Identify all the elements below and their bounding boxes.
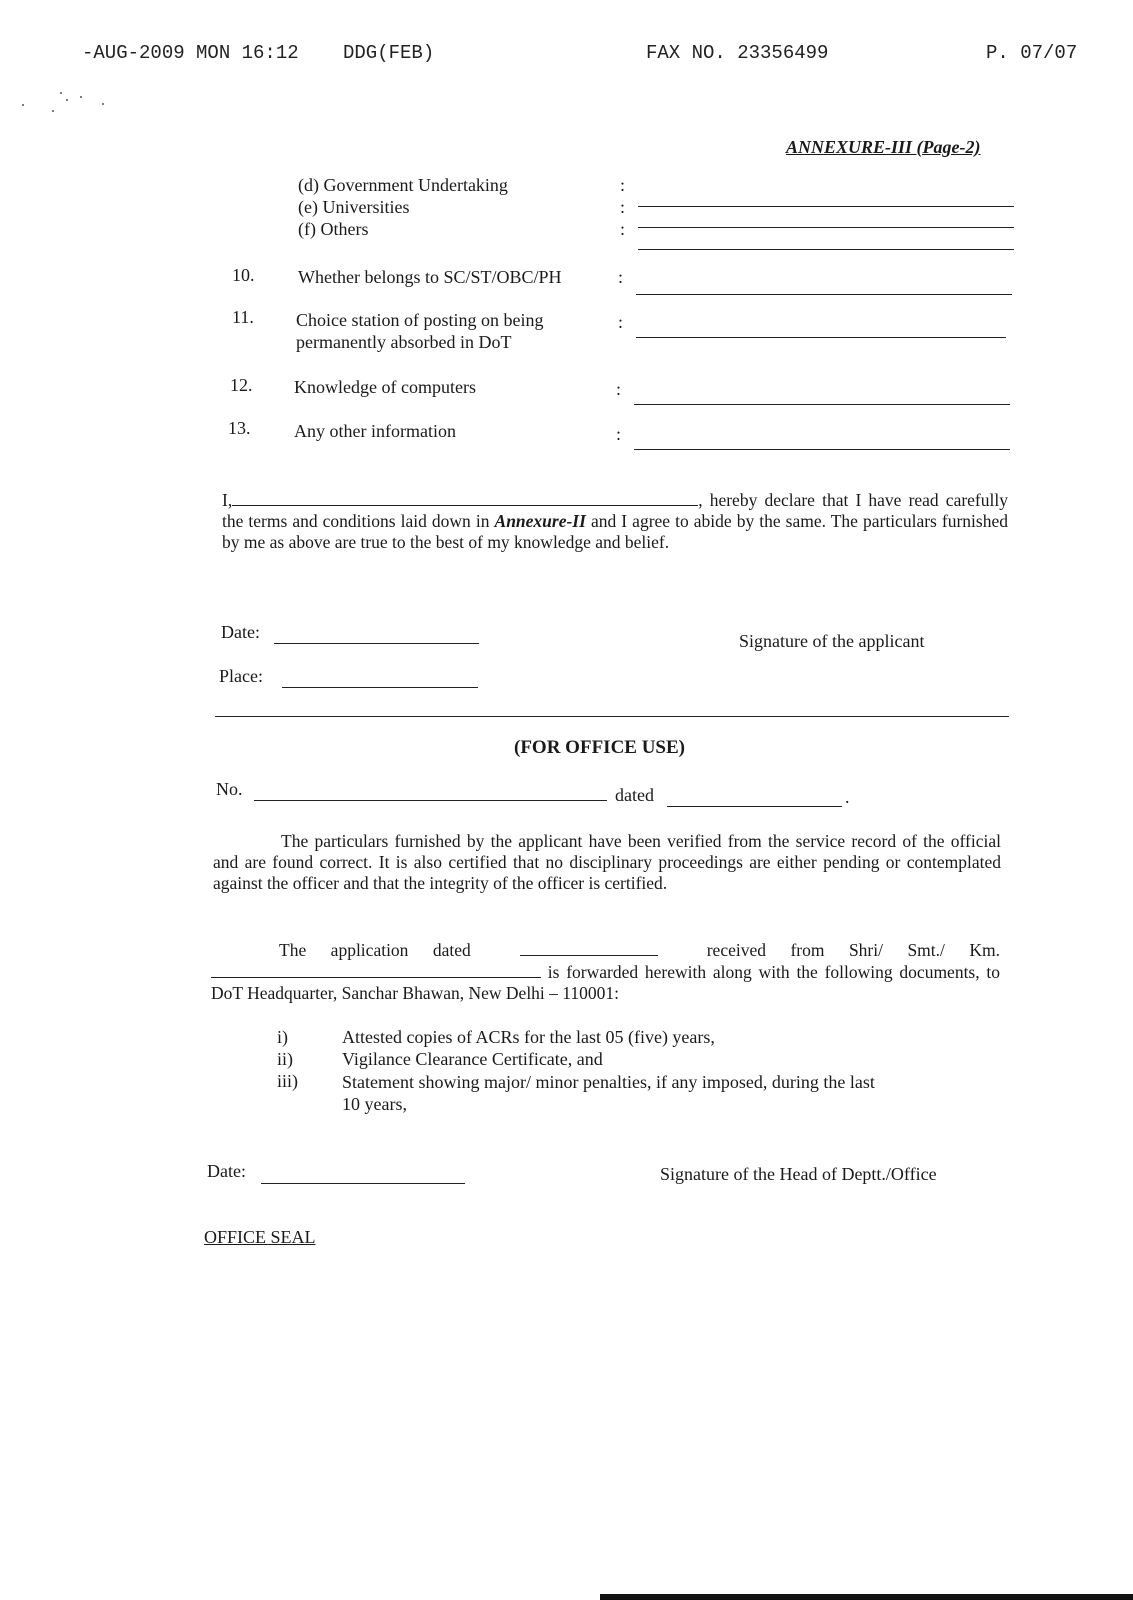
office-date-label: Date: <box>207 1161 246 1181</box>
subitem-answer-line[interactable] <box>638 249 1014 250</box>
subitem-colon: : <box>620 219 626 239</box>
forwarding-text-received: received from Shri/ Smt./ Km. <box>706 940 1000 960</box>
item-number: 12. <box>230 375 253 395</box>
subitem-colon: : <box>620 175 626 195</box>
forwarding-text-continued: is forwarded herewith along with the following documents, to DoT Headquarter, Sanchar Bhawan, New Delhi – 110001: <box>211 962 1001 1003</box>
forwarding-text: The application dated <box>279 940 471 960</box>
document-item: Attested copies of ACRs for the last 05 (five) years, <box>342 1027 715 1047</box>
item-answer-line[interactable] <box>636 337 1006 338</box>
official-name-line[interactable] <box>211 961 541 978</box>
forwarding-paragraph <box>211 939 1000 1004</box>
annexure-title: ANNEXURE-III (Page-2) <box>786 137 981 157</box>
declaration-text-continued: and I agree to abide by the same. The particulars furnished by me as above are true to the best of my knowledge and belief. <box>222 511 1008 552</box>
subitem-label: (e) Universities <box>298 197 410 217</box>
document-item-continued: 10 years, <box>342 1094 407 1114</box>
subitem-answer-line[interactable] <box>638 206 1014 207</box>
item-label-continued: permanently absorbed in DoT <box>296 332 512 352</box>
item-answer-line[interactable] <box>634 449 1010 450</box>
scan-edge <box>600 1594 1133 1600</box>
office-seal-label: OFFICE SEAL <box>204 1227 316 1247</box>
office-dated-label: dated <box>615 785 654 805</box>
item-label: Choice station of posting on being <box>296 310 544 330</box>
fax-sender: DDG(FEB) <box>343 42 435 64</box>
applicant-date-label: Date: <box>221 622 260 642</box>
declarant-name-line[interactable] <box>232 489 698 506</box>
declaration-prefix: I, <box>222 490 233 510</box>
fax-number: FAX NO. 23356499 <box>646 42 829 64</box>
applicant-signature-label: Signature of the applicant <box>739 631 925 651</box>
item-answer-line[interactable] <box>634 404 1010 405</box>
office-no-label: No. <box>216 779 243 799</box>
section-separator <box>215 716 1009 717</box>
fax-datetime: -AUG-2009 MON 16:12 <box>82 42 299 64</box>
item-colon: : <box>616 424 622 444</box>
office-use-heading: (FOR OFFICE USE) <box>514 737 685 758</box>
item-colon: : <box>616 379 622 399</box>
annexure-reference: Annexure-II <box>494 511 586 531</box>
application-date-line[interactable] <box>520 939 658 956</box>
applicant-place-label: Place: <box>219 666 263 686</box>
office-dated-dot: . <box>845 787 850 807</box>
declaration-text: , hereby declare that I have read carefully the terms and conditions laid down in <box>222 490 1008 531</box>
item-colon: : <box>618 312 624 332</box>
item-number: 13. <box>228 418 251 438</box>
document-number: ii) <box>277 1049 293 1069</box>
verification-paragraph: The particulars furnished by the applicant have been verified from the service record of the official and are found correct. It is also certified that no disciplinary proceedings are either pending or contemplated against the officer and that the integrity of the officer is certified. <box>213 831 1001 893</box>
document-number: i) <box>277 1027 288 1047</box>
document-item: Vigilance Clearance Certificate, and <box>342 1049 603 1069</box>
office-no-line[interactable] <box>254 800 607 801</box>
document-number: iii) <box>277 1071 298 1091</box>
declaration-paragraph <box>222 489 1008 553</box>
item-colon: : <box>618 267 624 287</box>
item-label: Knowledge of computers <box>294 377 476 397</box>
subitem-colon: : <box>620 197 626 217</box>
subitem-answer-line[interactable] <box>638 227 1014 228</box>
item-number: 10. <box>232 265 255 285</box>
item-number: 11. <box>232 307 254 327</box>
office-dated-line[interactable] <box>667 806 842 807</box>
document-item: Statement showing major/ minor penalties, if any imposed, during the last <box>342 1072 875 1092</box>
applicant-place-line[interactable] <box>282 687 478 688</box>
subitem-label: (f) Others <box>298 219 369 239</box>
applicant-date-line[interactable] <box>274 643 479 644</box>
subitem-label: (d) Government Undertaking <box>298 175 508 195</box>
item-answer-line[interactable] <box>636 294 1012 295</box>
fax-page: P. 07/07 <box>986 42 1078 64</box>
item-label: Whether belongs to SC/ST/OBC/PH <box>298 267 562 287</box>
item-label: Any other information <box>294 421 456 441</box>
office-date-line[interactable] <box>261 1183 465 1184</box>
head-signature-label: Signature of the Head of Deptt./Office <box>660 1164 937 1184</box>
